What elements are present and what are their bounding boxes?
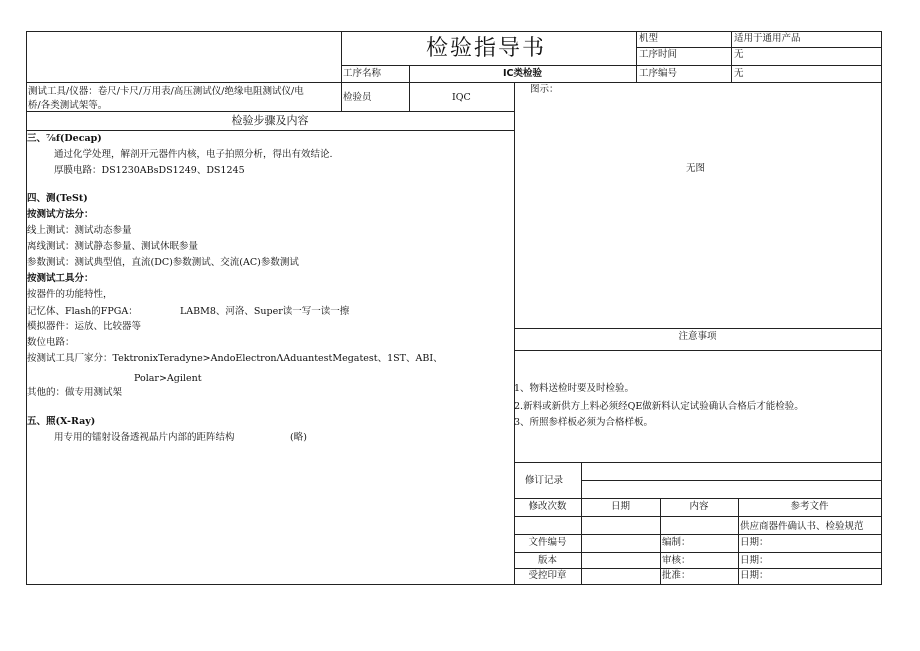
tools-text-line2: 桥/各类测试架等。 bbox=[28, 100, 108, 111]
step5-title: 五、照(X-Ray) bbox=[27, 416, 96, 427]
step5-line1: 用专用的镭射设备透视晶片内部的距阵结构 bbox=[54, 432, 235, 443]
inspector-value: IQC bbox=[452, 92, 471, 103]
compiled-date-label: 日期： bbox=[740, 537, 769, 548]
process-no-value: 无 bbox=[734, 68, 744, 79]
step5-note: (略) bbox=[290, 432, 307, 443]
revision-label: 修订记录 bbox=[525, 475, 564, 486]
process-name-value: IC类检验 bbox=[502, 68, 542, 79]
model-label: 机型 bbox=[639, 33, 659, 44]
approved-label: 批准： bbox=[662, 570, 691, 581]
note-item: 3、所照参样板必须为合格样板。 bbox=[514, 417, 654, 428]
revision-col-content: 内容 bbox=[689, 501, 709, 512]
revision-col-ref: 参考文件 bbox=[790, 501, 829, 512]
inspector-label: 检验员 bbox=[343, 92, 372, 103]
step4-vendor: 按测试工具厂家分：TektronixTeradyne>AndoElectronΛAduantestMegatest、1ST、ABI、 bbox=[27, 353, 443, 364]
revision-ref-value: 供应商器件确认书、检验规范 bbox=[740, 521, 864, 532]
steps-heading: 检验步骤及内容 bbox=[231, 114, 309, 127]
process-name-label: 工序名称 bbox=[343, 68, 382, 79]
step4-other: 其他的：做专用测试架 bbox=[27, 387, 123, 398]
version-label: 版本 bbox=[537, 555, 557, 566]
step4-analog: 模拟器件：运放、比较器等 bbox=[27, 321, 142, 332]
step4-online: 线上测试：测试动态参量 bbox=[27, 225, 132, 236]
step3-line2: 厚膜电路：DS1230ABsDS1249、DS1245 bbox=[54, 165, 245, 176]
process-time-label: 工序时间 bbox=[639, 49, 678, 60]
step4-digital: 数位电路： bbox=[27, 337, 75, 348]
approved-date-label: 日期： bbox=[740, 570, 769, 581]
model-value: 适用于通用产品 bbox=[734, 33, 801, 44]
doc-no-label: 文件编号 bbox=[528, 537, 567, 548]
process-no-label: 工序编号 bbox=[639, 68, 678, 79]
step4-tool-heading: 按测试工具分： bbox=[27, 273, 94, 284]
reviewed-date-label: 日期： bbox=[740, 555, 769, 566]
tools-text-line1: 测试工具/仪器：卷尺/卡尺/万用表/高压测试仪/绝缘电阻测试仪/电 bbox=[28, 86, 304, 97]
compiled-label: 编制： bbox=[662, 537, 691, 548]
step4-vendor2: Polar>Agilent bbox=[134, 373, 202, 384]
notes-heading: 注意事项 bbox=[678, 331, 717, 342]
note-item: 1、物料送检时要及时检验。 bbox=[514, 383, 635, 394]
step4-func: 按器件的功能特性， bbox=[27, 289, 113, 300]
process-time-value: 无 bbox=[734, 49, 744, 60]
step4-method-heading: 按测试方法分： bbox=[27, 209, 94, 220]
diagram-label: 图示： bbox=[530, 84, 559, 95]
step4-offline: 离线测试：测试静态参量、测试休眠参量 bbox=[27, 241, 199, 252]
revision-col-no: 修改次数 bbox=[528, 501, 567, 512]
revision-col-date: 日期 bbox=[610, 501, 630, 512]
stamp-label: 受控印章 bbox=[528, 570, 567, 581]
diagram-value: 无图 bbox=[686, 163, 706, 174]
step4-mem-value: LABM8、河洛、Super读一写一读一擦 bbox=[180, 306, 350, 317]
step3-line1: 通过化学处理，解剖开元器件内核，电子拍照分析，得出有效结论. bbox=[54, 149, 333, 160]
step4-mem: 记忆体、Flash的FPGA： bbox=[27, 306, 138, 317]
step4-param: 参数测试：测试典型值，直流(DC)参数测试、交流(AC)参数测试 bbox=[27, 257, 299, 268]
step3-title: 三、⅞f(Decap) bbox=[27, 133, 102, 144]
step4-title: 四、测(TeSt) bbox=[27, 193, 88, 204]
document-title: 检验指导书 bbox=[426, 36, 547, 61]
reviewed-label: 审核： bbox=[662, 555, 691, 566]
note-item: 2.新料或新供方上料必须经QE做新料认定试验确认合格后才能检验。 bbox=[514, 401, 804, 412]
